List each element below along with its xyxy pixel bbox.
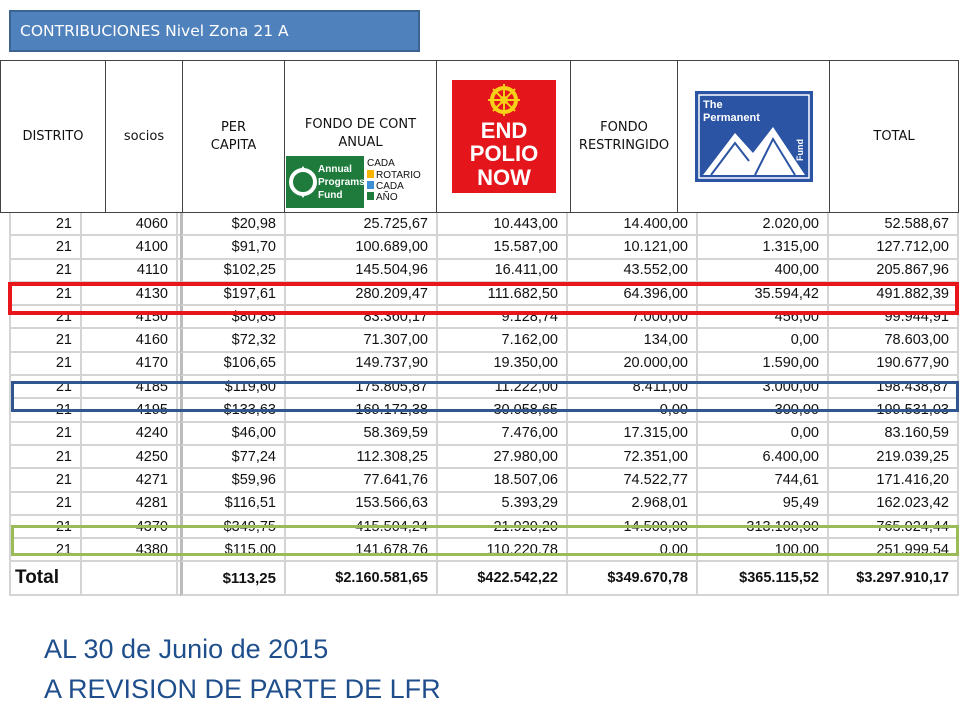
cell-per-capita: $59,96 [180, 469, 286, 492]
table-row [9, 376, 959, 399]
cell-permanent-fund: 35.594,42 [698, 283, 829, 306]
header-socios-label: socios [123, 128, 165, 144]
cell-socios [82, 562, 178, 596]
cell-permanent-fund: 313.100,00 [698, 516, 829, 539]
cell-total: 198.438,87 [829, 376, 959, 399]
cell-per-capita: $116,51 [180, 493, 286, 516]
cell-socios: 4185 [82, 376, 178, 399]
cell-socios: 4380 [82, 539, 178, 562]
cell-total: 99.944,91 [829, 306, 959, 329]
header-fondo-anual-label: FONDO DE CONT ANUAL [304, 117, 417, 150]
cell-distrito: 21 [9, 353, 82, 376]
cell-distrito: 21 [9, 493, 82, 516]
cell-fondo-restringido: $349.670,78 [568, 562, 698, 596]
cell-end-polio: 9.128,74 [438, 306, 568, 329]
cell-total: 162.023,42 [829, 493, 959, 516]
cell-per-capita: $77,24 [180, 446, 286, 469]
cell-fondo-anual: 83.360,17 [286, 306, 438, 329]
cell-fondo-restringido: 20.000,00 [568, 353, 698, 376]
cell-per-capita: $133,63 [180, 399, 286, 422]
svg-text:Permanent: Permanent [702, 112, 760, 124]
cell-end-polio: 11.222,00 [438, 376, 568, 399]
cell-total: 765.024,44 [829, 516, 959, 539]
cell-total: 251.999,54 [829, 539, 959, 562]
cell-socios: 4060 [82, 213, 178, 236]
cell-distrito: 21 [9, 283, 82, 306]
cell-fondo-restringido: 14.400,00 [568, 213, 698, 236]
cell-fondo-anual: 415.504,24 [286, 516, 438, 539]
svg-text:CADA: CADA [376, 181, 404, 192]
end-polio-now-logo [452, 80, 556, 193]
cell-fondo-anual: $2.160.581,65 [286, 562, 438, 596]
cell-permanent-fund: 95,49 [698, 493, 829, 516]
cell-socios: 4370 [82, 516, 178, 539]
cell-end-polio: 7.162,00 [438, 329, 568, 352]
svg-text:ROTARIO: ROTARIO [376, 170, 421, 181]
footer-date: AL 30 de Junio de 2015 [44, 634, 329, 664]
cell-fondo-restringido: 2.968,01 [568, 493, 698, 516]
cell-socios: 4130 [82, 283, 178, 306]
cell-fondo-anual: 25.725,67 [286, 213, 438, 236]
cell-fondo-restringido: 8.411,00 [568, 376, 698, 399]
svg-text:CADA: CADA [367, 158, 395, 169]
cell-distrito: 21 [9, 516, 82, 539]
table-row [9, 399, 959, 422]
svg-text:AÑO: AÑO [376, 192, 398, 203]
cell-fondo-anual: 280.209,47 [286, 283, 438, 306]
table-row [9, 306, 959, 329]
table-row [9, 493, 959, 516]
svg-text:Fund: Fund [318, 190, 343, 201]
cell-permanent-fund: $365.115,52 [698, 562, 829, 596]
header-socios [105, 61, 182, 212]
cell-end-polio: 10.443,00 [438, 213, 568, 236]
table-row [9, 329, 959, 352]
cell-total: 491.882,39 [829, 283, 959, 306]
cell-distrito: 21 [9, 236, 82, 259]
cell-permanent-fund: 3.000,00 [698, 376, 829, 399]
header-per-capita-label: PER CAPITA [210, 119, 257, 153]
cell-socios: 4170 [82, 353, 178, 376]
cell-per-capita: $106,65 [180, 353, 286, 376]
cell-socios: 4100 [82, 236, 178, 259]
cell-distrito: 21 [9, 423, 82, 446]
header-total [829, 61, 959, 212]
svg-text:Annual: Annual [318, 164, 352, 175]
cell-permanent-fund: 456,00 [698, 306, 829, 329]
svg-text:Fund: Fund [794, 139, 805, 161]
cell-total: 83.160,59 [829, 423, 959, 446]
cell-fondo-restringido: 74.522,77 [568, 469, 698, 492]
table-row [9, 446, 959, 469]
contributions-table [9, 213, 959, 596]
cell-permanent-fund: 0,00 [698, 423, 829, 446]
cell-fondo-anual: 169.172,38 [286, 399, 438, 422]
cell-per-capita: $349,75 [180, 516, 286, 539]
cell-total: $3.297.910,17 [829, 562, 959, 596]
cell-end-polio: 7.476,00 [438, 423, 568, 446]
cell-distrito: 21 [9, 306, 82, 329]
permanent-fund-logo [695, 91, 813, 182]
cell-fondo-restringido: 64.396,00 [568, 283, 698, 306]
total-row [9, 562, 959, 596]
cell-per-capita: $46,00 [180, 423, 286, 446]
footer-review-note: A REVISION DE PARTE DE LFR [44, 674, 441, 704]
cell-per-capita: $91,70 [180, 236, 286, 259]
cell-fondo-restringido: 72.351,00 [568, 446, 698, 469]
cell-fondo-anual: 71.307,00 [286, 329, 438, 352]
table-row [9, 353, 959, 376]
cell-socios: 4250 [82, 446, 178, 469]
cell-end-polio: 19.350,00 [438, 353, 568, 376]
cell-socios: 4271 [82, 469, 178, 492]
cell-total: 52.588,67 [829, 213, 959, 236]
header-total-label: TOTAL [873, 128, 915, 144]
cell-permanent-fund: 300,00 [698, 399, 829, 422]
cell-fondo-restringido: 10.121,00 [568, 236, 698, 259]
cell-permanent-fund: 400,00 [698, 260, 829, 283]
svg-text:POLIO: POLIO [469, 141, 538, 166]
table-row [9, 236, 959, 259]
cell-distrito: 21 [9, 213, 82, 236]
cell-end-polio: 111.682,50 [438, 283, 568, 306]
cell-fondo-restringido: 134,00 [568, 329, 698, 352]
cell-fondo-anual: 58.369,59 [286, 423, 438, 446]
cell-socios: 4240 [82, 423, 178, 446]
cell-per-capita: $102,25 [180, 260, 286, 283]
cell-distrito: 21 [9, 260, 82, 283]
header-permanent-fund [677, 61, 829, 212]
cell-distrito: 21 [9, 446, 82, 469]
cell-distrito: 21 [9, 329, 82, 352]
svg-text:Programs: Programs [318, 177, 365, 188]
cell-end-polio: 18.507,06 [438, 469, 568, 492]
cell-socios: 4195 [82, 399, 178, 422]
header-fondo-anual [284, 61, 436, 212]
cell-fondo-anual: 112.308,25 [286, 446, 438, 469]
cell-per-capita: $113,25 [180, 562, 286, 596]
table-row [9, 516, 959, 539]
cell-total: 78.603,00 [829, 329, 959, 352]
cell-fondo-anual: 149.737,90 [286, 353, 438, 376]
cell-total: 127.712,00 [829, 236, 959, 259]
cell-permanent-fund: 100,00 [698, 539, 829, 562]
cell-fondo-anual: 100.689,00 [286, 236, 438, 259]
cell-total: 171.416,20 [829, 469, 959, 492]
cell-distrito: 21 [9, 469, 82, 492]
cell-fondo-anual: 77.641,76 [286, 469, 438, 492]
cell-permanent-fund: 0,00 [698, 329, 829, 352]
cell-per-capita: $80,85 [180, 306, 286, 329]
table-row [9, 260, 959, 283]
cell-end-polio: 27.980,00 [438, 446, 568, 469]
cell-distrito: 21 [9, 539, 82, 562]
svg-text:The: The [702, 99, 723, 111]
table-row [9, 213, 959, 236]
cell-per-capita: $20,98 [180, 213, 286, 236]
cell-end-polio: 15.587,00 [438, 236, 568, 259]
table-header [0, 60, 959, 213]
header-fondo-restringido-label: FONDO RESTRINGIDO [578, 119, 670, 153]
header-fondo-restringido [570, 61, 677, 212]
cell-fondo-restringido: 43.552,00 [568, 260, 698, 283]
cell-total: 199.531,03 [829, 399, 959, 422]
cell-fondo-restringido: 7.000,00 [568, 306, 698, 329]
cell-end-polio: 110.220,78 [438, 539, 568, 562]
page-title: CONTRIBUCIONES Nivel Zona 21 A [9, 10, 420, 52]
cell-end-polio: 5.393,29 [438, 493, 568, 516]
cell-per-capita: $115,00 [180, 539, 286, 562]
cell-fondo-restringido: 17.315,00 [568, 423, 698, 446]
header-distrito-label: DISTRITO [22, 128, 84, 144]
cell-fondo-anual: 141.678,76 [286, 539, 438, 562]
cell-per-capita: $119,60 [180, 376, 286, 399]
table-row [9, 539, 959, 562]
cell-socios: 4150 [82, 306, 178, 329]
header-per-capita [182, 61, 284, 212]
svg-text:END: END [480, 118, 527, 143]
cell-permanent-fund: 6.400,00 [698, 446, 829, 469]
cell-socios: 4281 [82, 493, 178, 516]
table-row [9, 469, 959, 492]
cell-total: 219.039,25 [829, 446, 959, 469]
cell-total: 205.867,96 [829, 260, 959, 283]
cell-permanent-fund: 2.020,00 [698, 213, 829, 236]
cell-fondo-restringido: 14.500,00 [568, 516, 698, 539]
annual-programs-fund-logo [286, 156, 434, 208]
table-row [9, 283, 959, 306]
cell-permanent-fund: 1.315,00 [698, 236, 829, 259]
header-distrito [0, 61, 105, 212]
cell-end-polio: 21.920,20 [438, 516, 568, 539]
cell-end-polio: 30.058,65 [438, 399, 568, 422]
cell-fondo-anual: 153.566,63 [286, 493, 438, 516]
svg-text:NOW: NOW [476, 165, 531, 190]
cell-fondo-restringido: 0,00 [568, 399, 698, 422]
cell-end-polio: $422.542,22 [438, 562, 568, 596]
cell-fondo-anual: 145.504,96 [286, 260, 438, 283]
cell-fondo-anual: 175.805,87 [286, 376, 438, 399]
cell-socios: 4110 [82, 260, 178, 283]
cell-distrito: 21 [9, 399, 82, 422]
header-end-polio [436, 61, 570, 212]
cell-distrito: Total [9, 562, 82, 596]
cell-socios: 4160 [82, 329, 178, 352]
cell-per-capita: $197,61 [180, 283, 286, 306]
cell-per-capita: $72,32 [180, 329, 286, 352]
cell-permanent-fund: 744,61 [698, 469, 829, 492]
cell-distrito: 21 [9, 376, 82, 399]
cell-permanent-fund: 1.590,00 [698, 353, 829, 376]
cell-end-polio: 16.411,00 [438, 260, 568, 283]
cell-total: 190.677,90 [829, 353, 959, 376]
cell-fondo-restringido: 0,00 [568, 539, 698, 562]
table-row [9, 423, 959, 446]
